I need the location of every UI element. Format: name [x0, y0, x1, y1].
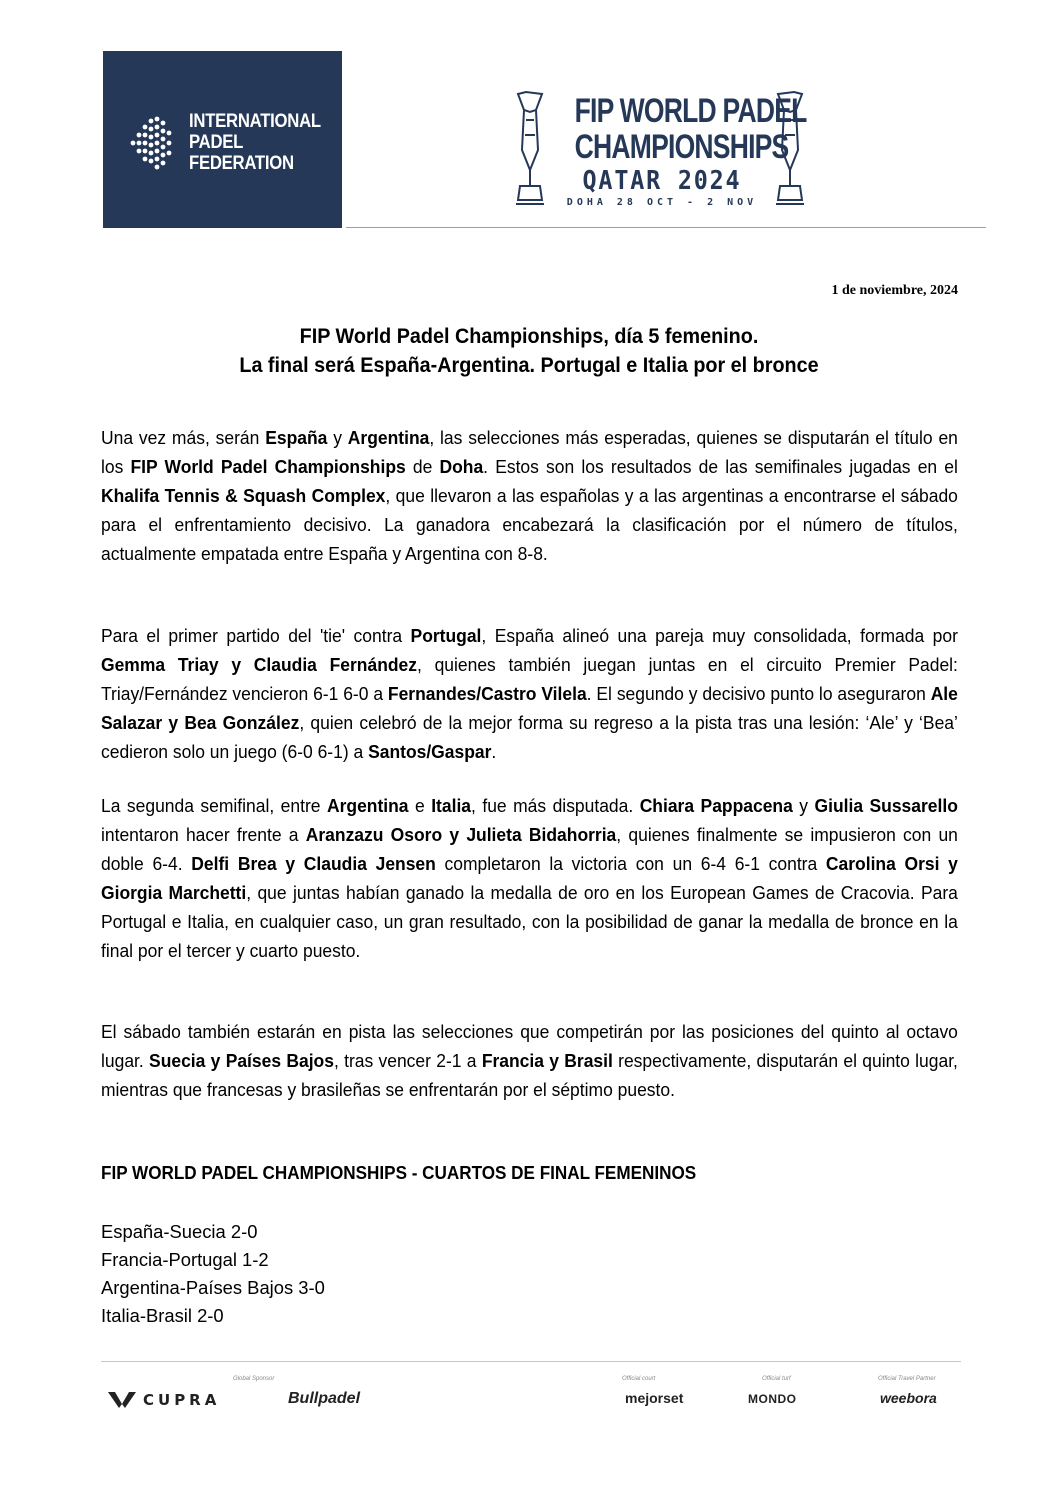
emphasis-text: Giulia Sussarello	[814, 795, 958, 816]
emphasis-text: Khalifa Tennis & Squash Complex	[101, 485, 386, 506]
paragraph-text: y	[327, 427, 348, 448]
weebora-logo: weebora	[880, 1390, 937, 1406]
sponsor-label: Official turf	[762, 1376, 791, 1382]
event-title-line: FIP WORLD PADEL	[574, 92, 807, 130]
paragraph-text: de	[405, 456, 440, 477]
emphasis-text: Argentina	[347, 427, 430, 448]
body-paragraph	[101, 1017, 958, 1104]
emphasis-text: Santos/Gaspar	[368, 741, 492, 762]
header-divider	[346, 227, 986, 228]
cupra-wordmark: CUPRA	[143, 1391, 221, 1409]
emphasis-text: FIP World Padel Championships	[130, 456, 406, 477]
emphasis-text: Chiara Pappacena	[639, 795, 793, 816]
paragraph-text: . El segundo y decisivo punto lo aseguraron	[586, 683, 931, 704]
paragraph-text: La segunda semifinal, entre	[101, 795, 327, 816]
federation-logo-block	[103, 51, 342, 228]
title-line: FIP World Padel Championships, día 5 femenino.	[299, 324, 759, 348]
paragraph-text: . Estos son los resultados de las semifinales jugadas en el	[483, 456, 958, 477]
trophy-icon	[512, 90, 548, 212]
paragraph-text: Para el primer partido del 'tie' contra	[101, 625, 411, 646]
emphasis-text: España	[265, 427, 328, 448]
sponsor-label: Global Sponsor	[233, 1376, 275, 1382]
paragraph-text: , quienes finalmente se impusieron con un doble 6-4.	[101, 824, 958, 874]
result-item: Argentina-Países Bajos 3-0	[101, 1277, 325, 1298]
emphasis-text: Doha	[439, 456, 484, 477]
cupra-logo	[107, 1390, 257, 1410]
paragraph-text: , fue más disputada.	[471, 795, 640, 816]
mejorset-logo: mejorset	[625, 1390, 684, 1406]
emphasis-text: Fernandes/Castro Vilela	[387, 683, 587, 704]
emphasis-text: Gemma Triay y Claudia Fernández	[101, 654, 417, 675]
paragraph-text: completaron la victoria con un 6-4 6-1 contra	[435, 853, 826, 874]
paragraph-text: Una vez más, serán	[101, 427, 266, 448]
emphasis-text: Italia	[431, 795, 472, 816]
federation-name-line: FEDERATION	[189, 153, 294, 174]
body-paragraph	[101, 791, 958, 965]
federation-name-line: INTERNATIONAL	[189, 111, 321, 132]
press-release-date: 1 de noviembre, 2024	[831, 283, 958, 298]
emphasis-text: Suecia y Países Bajos	[149, 1050, 334, 1071]
padel-ball-dots-icon	[127, 113, 175, 173]
event-title-line: CHAMPIONSHIPS	[574, 128, 789, 166]
emphasis-text: Portugal	[410, 625, 482, 646]
paragraph-text: , tras vencer 2-1 a	[333, 1050, 482, 1071]
paragraph-text: , que juntas habían ganado la medalla de oro en los European Games de Cracovia. Para Portugal e Italia, en cualquier caso, un gran resultado, con la posibilidad de ganar la medalla de bronce en la final por el tercer y cuarto puesto.	[101, 882, 958, 961]
result-item: España-Suecia 2-0	[101, 1221, 258, 1242]
emphasis-text: Aranzazu Osoro y Julieta Bidahorria	[305, 824, 617, 845]
paragraph-text: , quienes también juegan juntas en el circuito Premier Padel: Triay/Fernández vencieron 6-1 6-0 a	[101, 654, 958, 704]
event-location: QATAR 2024	[582, 166, 742, 196]
emphasis-text: Ale Salazar y Bea González	[101, 683, 958, 733]
result-item: Italia-Brasil 2-0	[101, 1305, 224, 1326]
page-title	[134, 322, 923, 380]
emphasis-text: Francia y Brasil	[481, 1050, 613, 1071]
federation-name-line: PADEL	[189, 132, 244, 153]
body-paragraph	[101, 423, 958, 568]
mondo-logo: MONDO	[748, 1392, 797, 1406]
paragraph-text: , que llevaron a las españolas y a las argentinas a encontrarse el sábado para el enfrentamiento decisivo. La ganadora encabezará la clasificación por el número de títulos, actualmente empatada entre España y Argentina con 8-8.	[101, 485, 958, 564]
trophy-icon	[772, 90, 808, 212]
emphasis-text: Delfi Brea y Claudia Jensen	[191, 853, 436, 874]
sponsor-label: Official Travel Partner	[878, 1376, 936, 1382]
emphasis-text: Argentina	[326, 795, 409, 816]
paragraph-text: , las selecciones más esperadas, quienes se disputarán el título en los	[101, 427, 958, 477]
sponsor-label: Official court	[622, 1376, 656, 1382]
results-list	[101, 1218, 325, 1330]
body-paragraph	[101, 621, 958, 766]
result-item: Francia-Portugal 1-2	[101, 1249, 269, 1270]
paragraph-text: , España alineó una pareja muy consolidada, formada por	[481, 625, 958, 646]
footer-divider	[101, 1361, 961, 1362]
paragraph-text: , quien celebró de la mejor forma su regreso a la pista tras una lesión: ‘Ale’ y ‘Bea’ cedieron solo un juego (6-0 6-1) a	[101, 712, 958, 762]
paragraph-text: respectivamente, disputarán el quinto lugar, mientras que francesas y brasileñas se enfrentarán por el séptimo puesto.	[101, 1050, 958, 1100]
cupra-emblem-icon	[107, 1390, 137, 1410]
paragraph-text: e	[408, 795, 432, 816]
paragraph-text: y	[792, 795, 815, 816]
bullpadel-logo: Bullpadel	[288, 1390, 361, 1407]
title-line: La final será España-Argentina. Portugal e Italia por el bronce	[239, 353, 819, 377]
paragraph-text: El sábado también estarán en pista las selecciones que competirán por las posiciones del quinto al octavo lugar.	[101, 1021, 958, 1071]
federation-name	[189, 111, 321, 174]
event-logo	[510, 90, 810, 220]
emphasis-text: Carolina Orsi y Giorgia Marchetti	[101, 853, 958, 903]
paragraph-text: .	[491, 741, 497, 762]
paragraph-text: intentaron hacer frente a	[101, 824, 306, 845]
results-heading: FIP WORLD PADEL CHAMPIONSHIPS - CUARTOS DE FINAL FEMENINOS	[101, 1162, 697, 1183]
event-dates: DOHA 28 OCT - 2 NOV	[566, 197, 758, 208]
